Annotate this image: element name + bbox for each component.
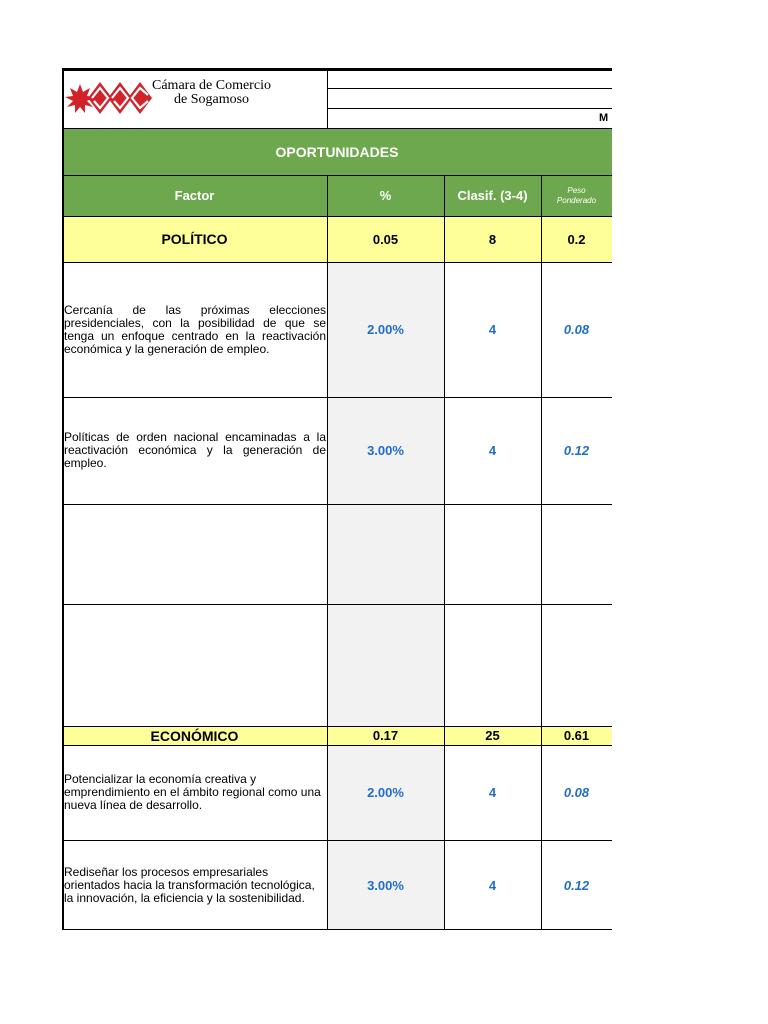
table-row-factor (62, 604, 327, 726)
percent-value: 2.00% (367, 322, 404, 337)
table-row-factor (62, 397, 327, 504)
organization-name-line1: Cámara de Comercio (152, 78, 271, 93)
clasif-value: 4 (488, 443, 497, 458)
rule-col-2 (444, 175, 445, 930)
section-title-text: OPORTUNIDADES (275, 144, 399, 160)
clasif-value: 4 (488, 322, 497, 337)
group-percent: 0.17 (372, 728, 399, 743)
table-row-factor (62, 840, 327, 930)
factor-text: Políticas de orden nacional encaminadas a la reactivación económica y la generación de empleo. (64, 430, 326, 470)
group-row-politico-peso (541, 216, 612, 262)
doc-code-fragment: M (599, 112, 609, 124)
table-row-factor (62, 504, 327, 604)
clasif-value: 4 (488, 785, 497, 800)
column-header-peso-line2: Ponderado (556, 195, 597, 205)
percent-value: 2.00% (367, 785, 404, 800)
group-row-politico-clasif (444, 216, 541, 262)
rule-row (62, 604, 612, 605)
factor-text: Rediseñar los procesos empresariales orientados hacia la transformación tecnológica, la innovación, la eficiencia y la sostenibilidad. (64, 864, 315, 905)
table-row-clasif (444, 262, 541, 397)
logo-cell (62, 68, 327, 129)
group-name: ECONÓMICO (150, 727, 239, 744)
rule-header-bottom (62, 128, 612, 129)
peso-value: 0.08 (563, 322, 590, 337)
table-row-clasif (444, 504, 541, 604)
section-title (62, 129, 612, 175)
rule-left (62, 68, 64, 930)
rule-title-bottom (62, 175, 612, 176)
group-row-economico-percent (327, 726, 444, 745)
rule-row (62, 504, 612, 505)
group-peso: 0.2 (567, 231, 586, 247)
table-row-peso (541, 745, 612, 840)
table-row-clasif (444, 397, 541, 504)
clasif-value: 4 (488, 877, 497, 893)
peso-value: 0.12 (563, 443, 590, 458)
table-row-factor (62, 745, 327, 840)
evaluation-sheet (62, 68, 612, 930)
group-row-economico-clasif (444, 726, 541, 745)
table-row-peso (541, 397, 612, 504)
column-header-factor-label: Factor (174, 188, 215, 203)
rule-row (62, 840, 612, 841)
rule-top (62, 68, 612, 71)
column-header-clasif-label: Clasif. (3-4) (457, 188, 528, 203)
percent-value: 3.00% (367, 877, 404, 893)
table-row-clasif (444, 745, 541, 840)
peso-value: 0.12 (563, 877, 590, 893)
column-header-percent (327, 175, 444, 216)
rule-col-3 (541, 175, 542, 930)
factor-text: Potencializar la economía creativa y emprendimiento en el ámbito regional como una nueva línea de desarrollo. (64, 772, 321, 812)
table-row-peso (541, 262, 612, 397)
rule-economico-bottom (62, 745, 612, 746)
table-row-percent (327, 397, 444, 504)
group-row-politico-name (62, 216, 327, 262)
organization-name (152, 79, 271, 107)
group-row-economico-peso (541, 726, 612, 745)
table-row-peso (541, 840, 612, 930)
table-row-clasif (444, 604, 541, 726)
percent-value: 3.00% (367, 443, 404, 458)
column-header-percent-label: % (379, 188, 392, 203)
table-row-percent (327, 745, 444, 840)
table-row-peso (541, 604, 612, 726)
table-row-peso (541, 504, 612, 604)
doc-code-cell (599, 108, 612, 128)
rule-bottom (62, 929, 612, 930)
rule-colhead-bottom (62, 216, 612, 217)
rule-politico-bottom (62, 262, 612, 263)
group-row-politico-percent (327, 216, 444, 262)
group-clasif: 25 (485, 728, 500, 743)
group-name: POLÍTICO (161, 231, 228, 247)
peso-value: 0.08 (563, 785, 590, 800)
table-row-percent (327, 604, 444, 726)
chamber-logo-icon (64, 76, 154, 126)
table-row-percent (327, 262, 444, 397)
organization-name-line2: de Sogamoso (174, 92, 250, 107)
rule-col-1 (327, 68, 328, 129)
rule-col-1 (327, 175, 328, 930)
rule-header-2 (327, 108, 612, 109)
table-row-clasif (444, 840, 541, 930)
table-row-factor (62, 262, 327, 397)
column-header-peso-line1: Peso (567, 185, 586, 195)
table-row-percent (327, 840, 444, 930)
group-percent: 0.05 (372, 231, 399, 247)
column-header-clasif (444, 175, 541, 216)
rule-row (62, 726, 612, 727)
group-clasif: 8 (488, 231, 497, 247)
rule-header-1 (327, 88, 612, 89)
group-peso: 0.61 (563, 728, 590, 743)
rule-row (62, 397, 612, 398)
column-header-factor (62, 175, 327, 216)
table-row-percent (327, 504, 444, 604)
column-header-peso (541, 175, 612, 216)
factor-text: Cercanía de las próximas elecciones presidenciales, con la posibilidad de que se tenga un enfoque centrado en la reactivación económica y la generación de empleo. (64, 302, 326, 356)
group-row-economico-name (62, 726, 327, 745)
